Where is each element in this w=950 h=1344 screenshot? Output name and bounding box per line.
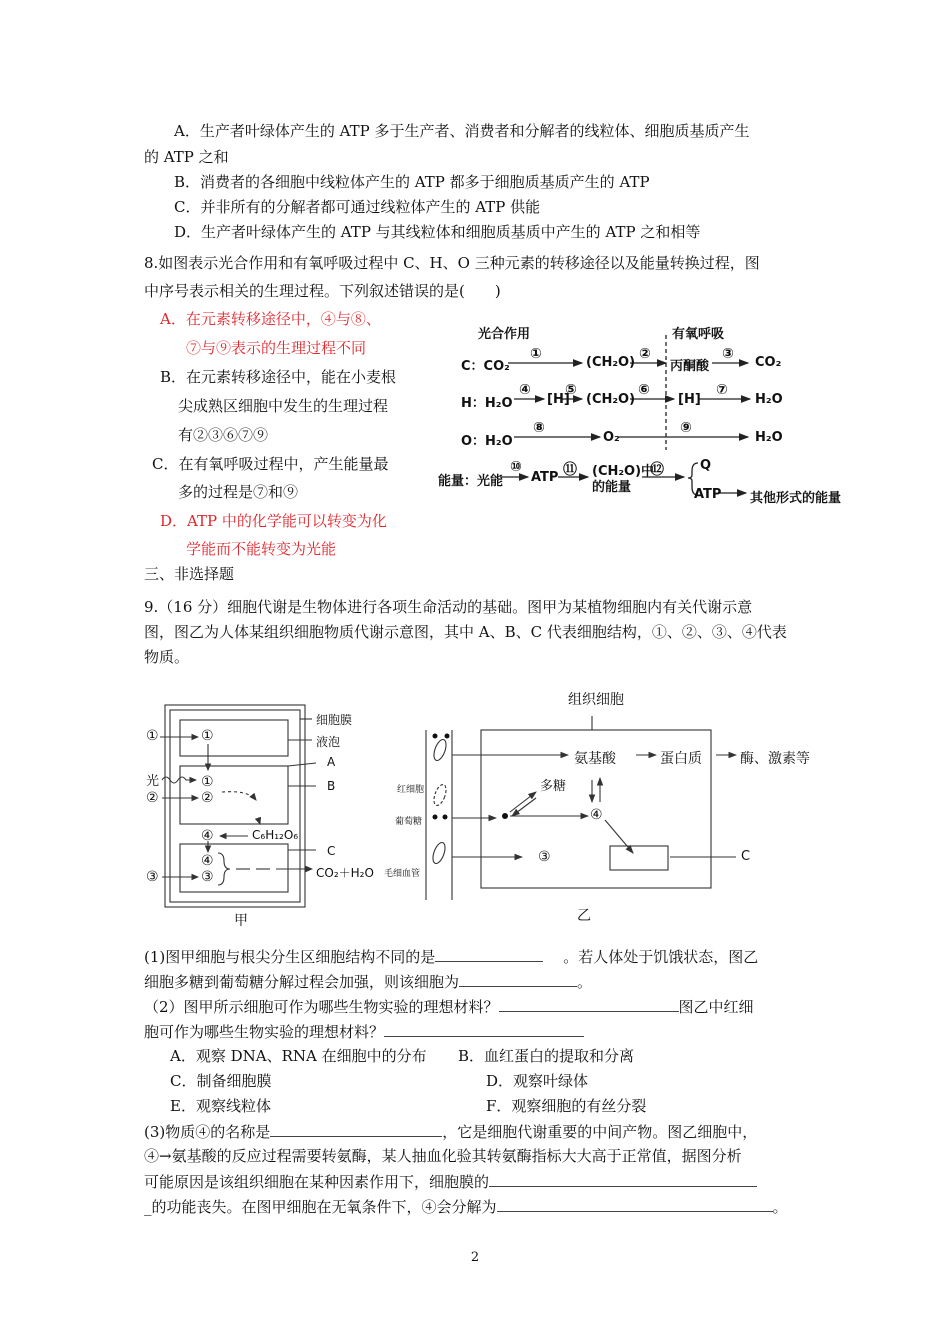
q9-part2-text-b: 图乙中红细 — [678, 998, 754, 1016]
q9-part1-text-b: 。若人体处于饥饿状态，图乙 — [563, 948, 759, 966]
o-row-label: O：H₂O — [461, 434, 513, 449]
yi-rbc-label: 红细胞 — [397, 785, 425, 795]
energy-row-other-forms: 其他形式的能量 — [750, 491, 842, 506]
q9-part3-line4 — [144, 1196, 788, 1217]
c-row-ch2o: (CH₂O) — [586, 355, 636, 370]
yi-polysaccharide: 多糖 — [540, 779, 567, 794]
step-7-label: ⑦ — [716, 382, 728, 398]
energy-row-q: Q — [700, 458, 712, 473]
yi-title: 组织细胞 — [568, 692, 624, 708]
q9-stem-line2: 图，图乙为人体某组织细胞物质代谢示意图，其中 A、B、C 代表细胞结构，①、②、③、④代表 — [144, 623, 787, 641]
q9-part1-text-c: 细胞多糖到葡萄糖分解过程会加强，则该细胞为 — [144, 973, 460, 991]
jia-substance-4-outer: ④ — [201, 828, 214, 844]
yi-substance-3: ③ — [538, 849, 551, 865]
jia-co2-h2o: CO₂＋H₂O — [316, 866, 374, 880]
yi-enzyme-hormone: 酶、激素等 — [740, 751, 810, 767]
yi-capillary-label: 毛细血管 — [384, 869, 421, 879]
jia-input-3-outer: ③ — [146, 869, 159, 885]
q7-option-d: D．生产者叶绿体产生的 ATP 与其线粒体和细胞质基质中产生的 ATP 之和相等 — [174, 223, 701, 241]
h-row-h2: [H] — [678, 392, 701, 407]
jia-membrane-label: 细胞膜 — [316, 713, 353, 727]
step-12-label: ⑫ — [650, 462, 664, 478]
page-number: 2 — [470, 1250, 480, 1265]
q8-option-d-line2: 学能而不能转变为光能 — [186, 540, 337, 558]
q8-option-d-line1: D．ATP 中的化学能可以转变为化 — [160, 512, 387, 530]
step-2-label: ② — [639, 346, 651, 362]
jia-mito-3: ③ — [201, 869, 214, 885]
jia-input-1-inner: ① — [201, 728, 214, 744]
q9-part2-line2 — [144, 1021, 584, 1042]
step-8-label: ⑧ — [533, 420, 545, 436]
q7-option-a-line1: A．生产者叶绿体产生的 ATP 多于生产者、消费者和分解者的线粒体、细胞质基质产生 — [174, 122, 750, 140]
q9-option-a: A．观察 DNA、RNA 在细胞中的分布 — [170, 1047, 427, 1065]
q9-part3-text-a: (3)物质④的名称是 — [144, 1123, 271, 1141]
step-4-label: ④ — [519, 382, 531, 398]
o-row-h2o-end: H₂O — [755, 430, 783, 445]
diagram-header-photosynthesis: 光合作用 — [478, 327, 531, 342]
answer-blank-5[interactable] — [270, 1121, 442, 1137]
jia-input-2-outer: ② — [146, 790, 159, 806]
q8-option-b-line2: 尖成熟区细胞中发生的生理过程 — [178, 397, 389, 415]
q9-option-b: B．血红蛋白的提取和分离 — [458, 1047, 635, 1065]
q8-option-a-line2: ⑦与⑨表示的生理过程不同 — [186, 339, 367, 357]
yi-label-c: C — [741, 849, 751, 864]
jia-vacuole-label: 液泡 — [316, 735, 341, 749]
jia-label-b: B — [327, 779, 336, 793]
yi-substance-4: ④ — [590, 807, 603, 823]
q9-option-d: D．观察叶绿体 — [486, 1072, 589, 1090]
q9-part1-line1 — [144, 946, 758, 967]
q9-part3-text-d: _的功能丧失。在图甲细胞在无氧条件下，④会分解为 — [144, 1198, 497, 1216]
q9-part3-line1 — [144, 1121, 757, 1142]
q8-option-b-line3: 有②③⑥⑦⑨ — [178, 426, 269, 444]
q9-part3-text-e: 。 — [772, 1198, 788, 1216]
q7-option-c: C．并非所有的分解者都可通过线粒体产生的 ATP 供能 — [174, 198, 541, 216]
step-9-label: ⑨ — [680, 420, 692, 436]
section-3-heading: 三、非选择题 — [144, 565, 235, 583]
energy-row-label: 能量：光能 — [438, 474, 504, 489]
q9-stem-line3: 物质。 — [144, 648, 190, 666]
q9-part1-line2 — [144, 971, 592, 992]
jia-label-a: A — [327, 755, 336, 769]
step-11-label: ⑪ — [563, 462, 577, 478]
answer-blank-6[interactable] — [489, 1171, 757, 1187]
q9-stem-line1: 9.（16 分）细胞代谢是生物体进行各项生命活动的基础。图甲为某植物细胞内有关代谢示意 — [144, 598, 753, 616]
q8-stem-line1: 8.如图表示光合作用和有氧呼吸过程中 C、H、O 三种元素的转移途径以及能量转换过程，图 — [144, 254, 760, 272]
q9-part3-text-c: 可能原因是该组织细胞在某种因素作用下，细胞膜的 — [144, 1173, 490, 1191]
answer-blank-3[interactable] — [499, 996, 679, 1012]
yi-amino-acid: 氨基酸 — [574, 751, 616, 767]
jia-mito-4: ④ — [201, 853, 214, 869]
jia-glucose: C₆H₁₂O₆ — [252, 828, 299, 842]
yi-caption: 乙 — [577, 908, 591, 924]
diagram-header-respiration: 有氧呼吸 — [672, 327, 725, 342]
h-row-label: H：H₂O — [461, 396, 513, 411]
q9-part1-text-a: (1)图甲细胞与根尖分生区细胞结构不同的是 — [144, 948, 436, 966]
jia-input-1-outer: ① — [146, 728, 159, 744]
step-5-label: ⑤ — [565, 382, 577, 398]
q9-option-f: F．观察细胞的有丝分裂 — [486, 1097, 647, 1115]
c-row-pyruvate: 丙酮酸 — [670, 359, 710, 374]
jia-label-c: C — [327, 844, 336, 858]
jia-light-label: 光 — [146, 774, 160, 789]
answer-blank-7[interactable] — [497, 1196, 773, 1212]
figure-yi-drawing — [380, 700, 820, 900]
q9-part3-text-b: ，它是细胞代谢重要的中间产物。图乙细胞中， — [442, 1123, 758, 1141]
q7-option-b: B．消费者的各细胞中线粒体产生的 ATP 都多于细胞质基质产生的 ATP — [174, 173, 650, 191]
h-row-ch2o: (CH₂O) — [586, 392, 636, 407]
answer-blank-4[interactable] — [384, 1021, 584, 1037]
jia-caption: 甲 — [234, 913, 248, 929]
o-row-o2: O₂ — [603, 430, 620, 445]
q8-option-b-line1: B．在元素转移途径中，能在小麦根 — [160, 368, 397, 386]
yi-protein: 蛋白质 — [660, 751, 702, 767]
q9-part3-line3 — [144, 1171, 757, 1192]
q9-part1-text-d: 。 — [577, 973, 593, 991]
q9-option-c: C．制备细胞膜 — [170, 1072, 272, 1090]
q9-part2-text-a: （2）图甲所示细胞可作为哪些生物实验的理想材料？ — [144, 998, 499, 1016]
q9-option-e: E．观察线粒体 — [170, 1097, 271, 1115]
energy-row-atp: ATP — [531, 470, 559, 485]
c-row-label: C：CO₂ — [461, 359, 510, 374]
c-row-co2-end: CO₂ — [755, 355, 782, 370]
answer-blank-2[interactable] — [459, 971, 577, 987]
q8-option-c-line1: C．在有氧呼吸过程中，产生能量最 — [152, 455, 389, 473]
q8-option-a-line1: A．在元素转移途径中，④与⑧、 — [160, 310, 381, 328]
h-row-h2o-end: H₂O — [755, 392, 783, 407]
h-row-h1: [H] — [547, 392, 570, 407]
q9-part3-line2: ④→氨基酸的反应过程需要转氨酶，某人抽血化验其转氨酶指标大大高于正常值，据图分析 — [144, 1147, 742, 1165]
yi-glucose-label: 葡萄糖 — [395, 817, 423, 827]
q8-option-c-line2: 多的过程是⑦和⑨ — [178, 483, 299, 501]
step-6-label: ⑥ — [638, 382, 650, 398]
jia-chloroplast-1: ① — [201, 774, 214, 790]
energy-row-ch2o-line1: (CH₂O)中 — [592, 464, 655, 479]
figure-jia-drawing — [140, 700, 380, 930]
step-1-label: ① — [530, 346, 542, 362]
step-3-label: ③ — [722, 346, 734, 362]
jia-chloroplast-2: ② — [201, 790, 214, 806]
step-10-label: ⑩ — [510, 459, 522, 475]
q8-stem-line2: 中序号表示相关的生理过程。下列叙述错误的是( ) — [144, 282, 501, 300]
q9-part2-text-c: 胞可作为哪些生物实验的理想材料？ — [144, 1023, 385, 1041]
energy-row-ch2o-line2: 的能量 — [592, 480, 632, 495]
q7-option-a-line2: 的 ATP 之和 — [144, 148, 229, 166]
energy-row-atp2: ATP — [694, 487, 722, 502]
answer-blank-1[interactable] — [435, 946, 543, 962]
q9-part2-line1 — [144, 996, 754, 1017]
